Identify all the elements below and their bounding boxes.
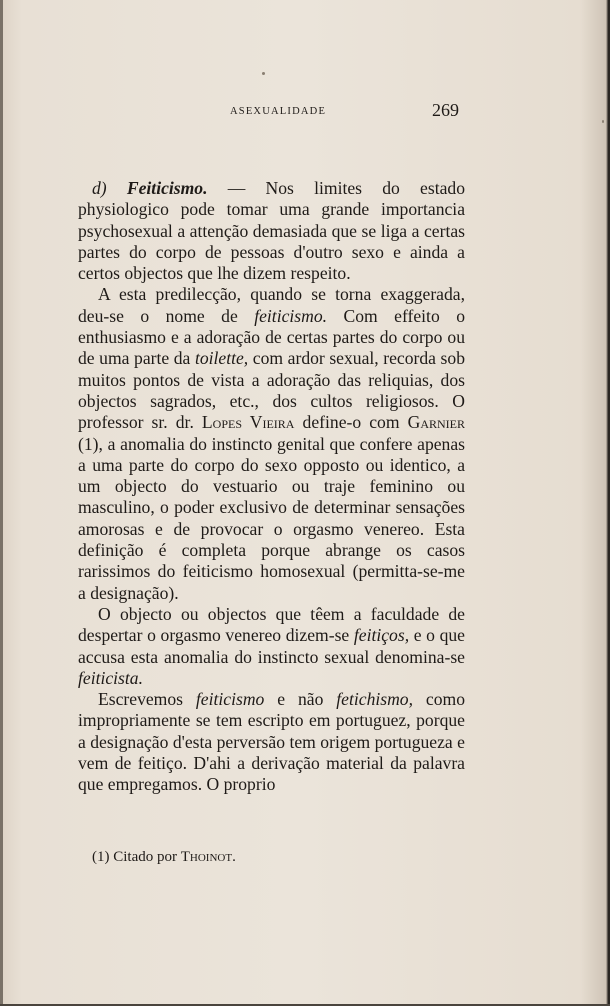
italic-term: feiticismo: [195, 689, 265, 710]
footnote: [92, 849, 236, 866]
page-header: [0, 98, 610, 128]
paragraph-text: e o que accusa esta anomalia do instincto sexual denomina-se: [78, 625, 465, 667]
paragraph-escrevemos: [78, 689, 465, 795]
paragraph-text: como impropriamente se tem escripto em portuguez, porque a designação d'esta perversão tem origem portugueza e vem de feitiço. D'ahi a derivação material da palavra que empregamos. O proprio: [78, 689, 465, 795]
paragraph-feiticismo-definition: [78, 178, 465, 284]
italic-term: feiticista.: [78, 667, 143, 688]
italic-term: toilette,: [194, 348, 249, 369]
paragraph-text: define-o com: [294, 412, 408, 433]
paragraph-text: com ardor sexual, recorda sob muitos pontos de vista a adoração das reliquias, dos objectos sagrados, etc., dos cultos religiosos. O professor sr. dr.: [78, 348, 465, 433]
paragraph-text: Com effeito o enthusiasmo e a adoração de certas partes do corpo ou de uma parte da: [78, 305, 465, 369]
author-name: Garnier: [407, 412, 465, 433]
italic-term: fetichismo,: [336, 689, 413, 710]
paragraph-text: — Nos limites do estado physiologico pode tomar uma grande importancia psychosexual a attenção demasiada que se liga a certas partes do corpo de pessoas d'outro sexo e ainda a certos objectos que lhe dizem respeito.: [78, 178, 465, 284]
paragraph-text: e não: [264, 689, 337, 710]
footnote-author: Thoinot.: [180, 849, 236, 865]
paragraph-text: Escrevemos: [98, 689, 196, 710]
running-title: ASEXUALIDADE: [230, 106, 327, 117]
paragraph-text: A esta predilecção, quando se torna exaggerada, deu-se o nome de: [78, 284, 465, 326]
author-name: Lopes Vieira: [201, 412, 295, 433]
section-label: d): [92, 178, 107, 198]
paragraph-objectos: [78, 604, 465, 689]
section-term: Feiticismo.: [126, 178, 208, 198]
paper-speck: [262, 72, 265, 75]
paragraph-text: O objecto ou objectos que têem a faculdade de despertar o orgasmo venereo dizem-se: [78, 603, 465, 646]
page-number: 269: [432, 100, 459, 120]
footnote-text: Citado por: [109, 849, 181, 865]
footnote-marker: (1): [92, 849, 110, 865]
page-left-edge: [0, 0, 3, 1006]
paragraph-text: (1), a anomalia do instincto genital que confere apenas a uma parte do corpo do sexo opposto ou identico, a um objecto do vestuario ou traje feminino ou masculino, o poder exclusivo de determinar sensações amorosas e de provocar o orgasmo venereo. Esta definição é completa porque abrange os casos rarissimos do feiticismo homosexual (permitta-se-me a designação).: [78, 433, 465, 603]
italic-term: feitiços,: [353, 625, 410, 646]
paragraph-predileccao: [78, 284, 465, 603]
italic-term: feiticismo.: [254, 305, 328, 326]
body-text: [78, 178, 465, 796]
